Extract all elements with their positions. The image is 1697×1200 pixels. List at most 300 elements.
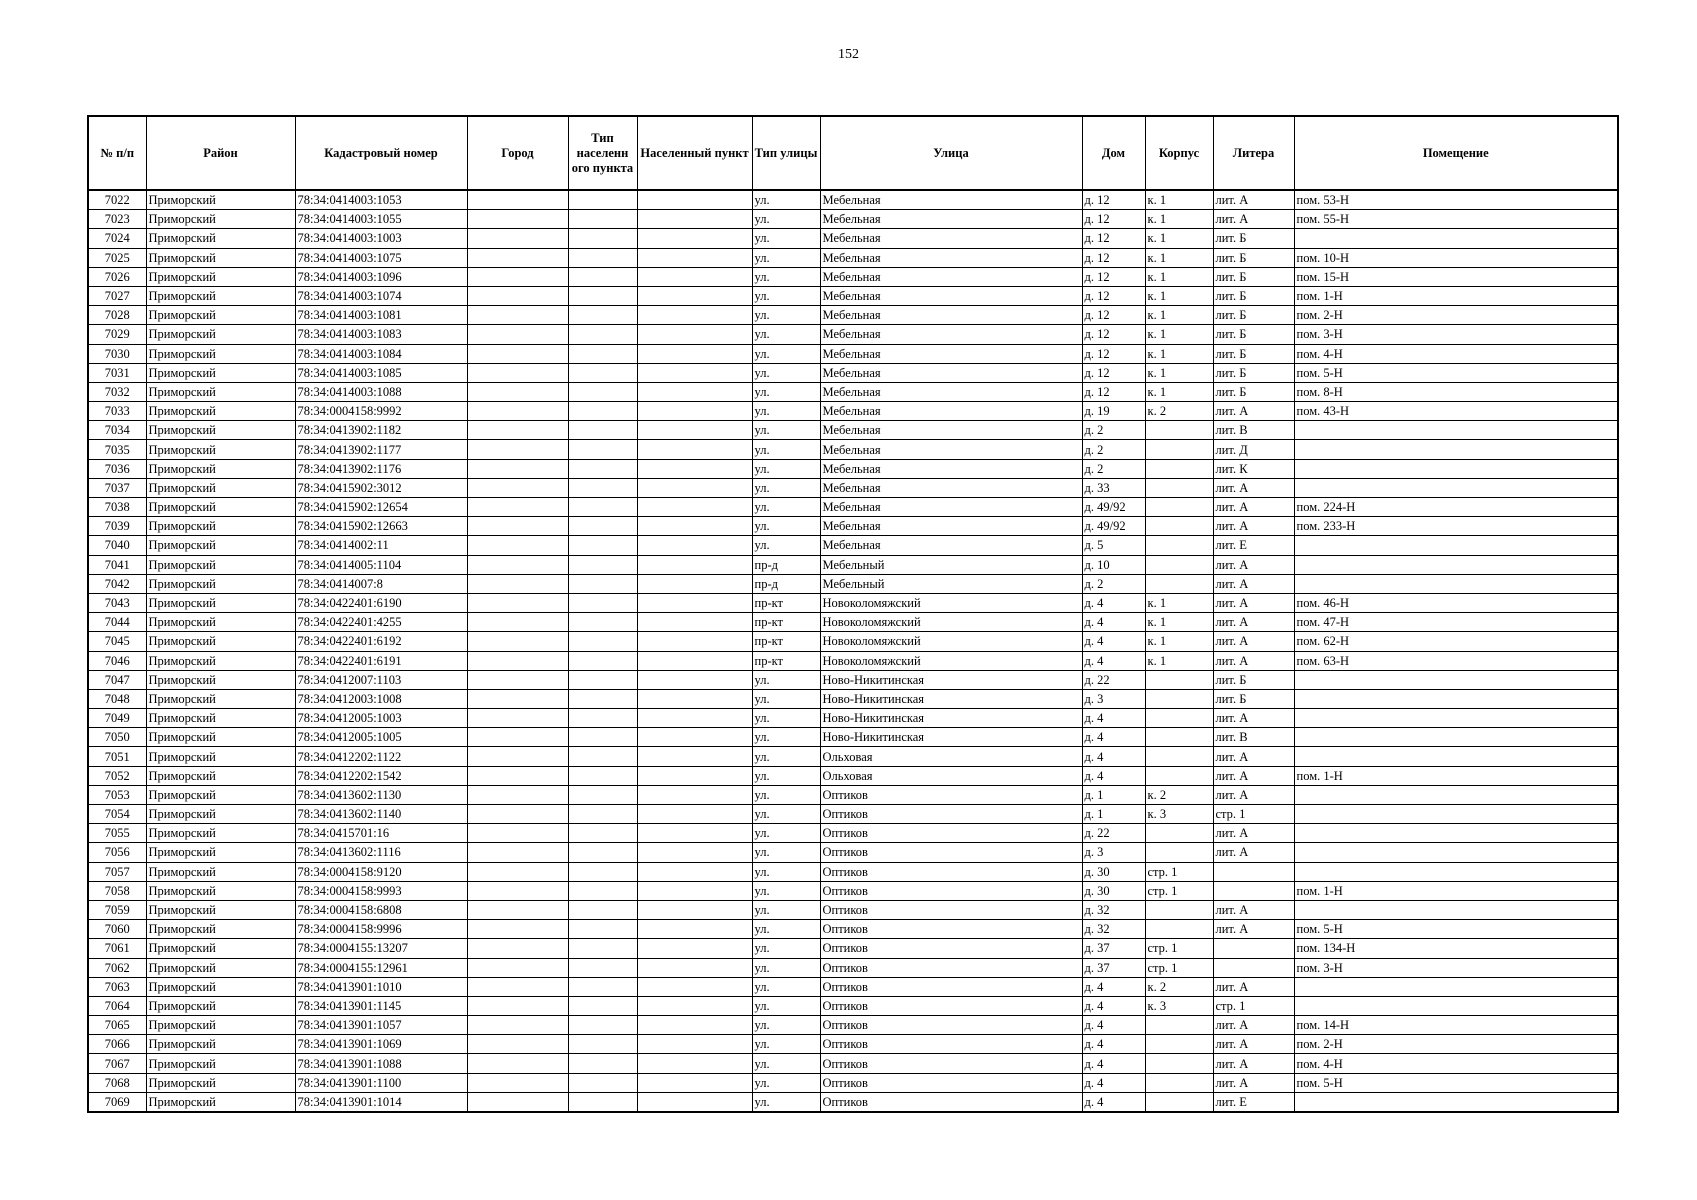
cell-settlement-type [568,632,637,651]
cell-letter: лит. Б [1213,670,1294,689]
cell-premises [1294,574,1618,593]
cell-building: к. 1 [1145,248,1213,267]
cell-house: д. 33 [1082,478,1145,497]
cell-building [1145,555,1213,574]
column-header-cadastral-number: Кадастровый номер [295,116,467,190]
cell-district: Приморский [146,920,295,939]
cell-district: Приморский [146,824,295,843]
cell-building: к. 3 [1145,996,1213,1015]
cell-settlement-type [568,805,637,824]
cell-street: Мебельный [820,574,1082,593]
cell-building [1145,824,1213,843]
cell-settlement [637,651,752,670]
cell-city [467,593,568,612]
table-body [88,190,1618,1112]
cell-street: Мебельная [820,363,1082,382]
cell-street: Мебельная [820,402,1082,421]
cell-district: Приморский [146,958,295,977]
cell-premises [1294,900,1618,919]
cell-letter: лит. К [1213,459,1294,478]
cell-house: д. 19 [1082,402,1145,421]
cell-premises: пом. 134-Н [1294,939,1618,958]
cell-settlement [637,478,752,497]
cell-letter: лит. В [1213,421,1294,440]
cell-premises: пом. 14-Н [1294,1016,1618,1035]
cell-street-type: пр-кт [752,613,820,632]
cell-district: Приморский [146,325,295,344]
cell-building [1145,498,1213,517]
cell-building [1145,670,1213,689]
cell-building [1145,1073,1213,1092]
cell-district: Приморский [146,363,295,382]
cell-street-type: ул. [752,459,820,478]
table-row [88,498,1618,517]
cell-street: Мебельная [820,190,1082,210]
cell-settlement [637,824,752,843]
cell-house: д. 2 [1082,421,1145,440]
cell-street-type: пр-кт [752,651,820,670]
cell-letter: лит. Б [1213,325,1294,344]
cell-city [467,267,568,286]
cell-building: к. 1 [1145,306,1213,325]
cell-district: Приморский [146,977,295,996]
cell-street: Мебельная [820,267,1082,286]
cell-city [467,613,568,632]
cell-settlement [637,766,752,785]
cell-premises [1294,1092,1618,1112]
cell-index: 7035 [88,440,146,459]
cell-building [1145,920,1213,939]
cell-building: к. 1 [1145,613,1213,632]
cell-settlement-type [568,267,637,286]
cell-settlement-type [568,402,637,421]
cell-cadastral-number: 78:34:0413602:1116 [295,843,467,862]
cell-street: Мебельная [820,229,1082,248]
table-row [88,344,1618,363]
cell-house: д. 10 [1082,555,1145,574]
cell-district: Приморский [146,1035,295,1054]
cell-street-type: пр-кт [752,593,820,612]
cell-letter: лит. Б [1213,229,1294,248]
column-header-district: Район [146,116,295,190]
cell-settlement [637,555,752,574]
cell-city [467,190,568,210]
cell-letter [1213,881,1294,900]
cell-settlement-type [568,1092,637,1112]
cell-district: Приморский [146,1073,295,1092]
cell-settlement-type [568,440,637,459]
cell-settlement-type [568,785,637,804]
cell-city [467,248,568,267]
cell-premises: пом. 10-Н [1294,248,1618,267]
cell-district: Приморский [146,190,295,210]
table-row [88,210,1618,229]
cell-settlement-type [568,747,637,766]
cell-street-type: ул. [752,498,820,517]
cell-settlement [637,190,752,210]
cell-settlement-type [568,843,637,862]
table-row [88,632,1618,651]
cell-house: д. 4 [1082,1016,1145,1035]
cell-cadastral-number: 78:34:0413602:1130 [295,785,467,804]
cell-index: 7049 [88,709,146,728]
cell-letter: стр. 1 [1213,805,1294,824]
cell-premises: пом. 1-Н [1294,881,1618,900]
cell-premises: пом. 8-Н [1294,382,1618,401]
cell-city [467,286,568,305]
cell-premises [1294,805,1618,824]
cell-letter: лит. Е [1213,1092,1294,1112]
cell-cadastral-number: 78:34:0414007:8 [295,574,467,593]
cell-letter: лит. А [1213,709,1294,728]
cell-district: Приморский [146,843,295,862]
cell-district: Приморский [146,805,295,824]
cell-premises [1294,440,1618,459]
cell-cadastral-number: 78:34:0004158:9992 [295,402,467,421]
cell-street-type: пр-д [752,574,820,593]
cell-premises: пом. 5-Н [1294,363,1618,382]
cell-index: 7066 [88,1035,146,1054]
cell-house: д. 32 [1082,900,1145,919]
cell-settlement-type [568,498,637,517]
cell-letter: лит. А [1213,210,1294,229]
cell-street: Мебельная [820,517,1082,536]
cell-house: д. 4 [1082,996,1145,1015]
cell-settlement-type [568,958,637,977]
cell-district: Приморский [146,229,295,248]
table-row [88,593,1618,612]
cell-letter: лит. А [1213,574,1294,593]
cell-building [1145,1016,1213,1035]
cell-street-type: ул. [752,977,820,996]
cell-street-type: ул. [752,843,820,862]
cell-cadastral-number: 78:34:0004158:9120 [295,862,467,881]
column-header-premises: Помещение [1294,116,1618,190]
cell-city [467,536,568,555]
cell-district: Приморский [146,344,295,363]
table-row [88,1073,1618,1092]
cell-street-type: ул. [752,900,820,919]
table-row [88,977,1618,996]
cell-letter: лит. А [1213,402,1294,421]
cell-premises: пом. 233-Н [1294,517,1618,536]
cell-cadastral-number: 78:34:0415902:12654 [295,498,467,517]
cell-city [467,382,568,401]
cell-house: д. 49/92 [1082,498,1145,517]
cell-building [1145,517,1213,536]
cell-house: д. 12 [1082,248,1145,267]
table-row [88,920,1618,939]
cell-letter: лит. А [1213,747,1294,766]
cell-street-type: пр-д [752,555,820,574]
cell-street: Мебельная [820,210,1082,229]
cell-street: Оптиков [820,881,1082,900]
cell-cadastral-number: 78:34:0414003:1083 [295,325,467,344]
cell-building: к. 1 [1145,229,1213,248]
cell-street: Оптиков [820,862,1082,881]
cell-street-type: ул. [752,306,820,325]
cell-street: Мебельная [820,325,1082,344]
table-row [88,229,1618,248]
cell-street: Оптиков [820,1016,1082,1035]
cell-letter: лит. В [1213,728,1294,747]
cell-district: Приморский [146,210,295,229]
cell-settlement-type [568,593,637,612]
cell-settlement-type [568,517,637,536]
header-row [88,116,1618,190]
cell-district: Приморский [146,689,295,708]
cell-letter: лит. Е [1213,536,1294,555]
cell-cadastral-number: 78:34:0004155:13207 [295,939,467,958]
cell-street-type: ул. [752,766,820,785]
cell-house: д. 12 [1082,210,1145,229]
table-row [88,651,1618,670]
cell-house: д. 1 [1082,805,1145,824]
cell-premises [1294,709,1618,728]
cell-index: 7041 [88,555,146,574]
cell-building [1145,1035,1213,1054]
cell-settlement [637,881,752,900]
cell-settlement-type [568,459,637,478]
cell-premises: пом. 5-Н [1294,1073,1618,1092]
cell-city [467,363,568,382]
cell-house: д. 3 [1082,843,1145,862]
cell-district: Приморский [146,651,295,670]
cell-cadastral-number: 78:34:0415701:16 [295,824,467,843]
cell-cadastral-number: 78:34:0414003:1096 [295,267,467,286]
cell-premises [1294,785,1618,804]
cell-premises: пом. 1-Н [1294,766,1618,785]
cell-building [1145,1092,1213,1112]
cell-street: Оптиков [820,1073,1082,1092]
cell-settlement-type [568,229,637,248]
cell-building: к. 1 [1145,286,1213,305]
cell-street-type: ул. [752,286,820,305]
cell-settlement-type [568,1016,637,1035]
cell-street-type: ул. [752,728,820,747]
cell-cadastral-number: 78:34:0414003:1084 [295,344,467,363]
cell-district: Приморский [146,593,295,612]
cell-index: 7050 [88,728,146,747]
table-row [88,766,1618,785]
cell-cadastral-number: 78:34:0413901:1057 [295,1016,467,1035]
table-row [88,1016,1618,1035]
cell-settlement-type [568,325,637,344]
cell-house: д. 32 [1082,920,1145,939]
cell-street: Оптиков [820,843,1082,862]
cell-index: 7027 [88,286,146,305]
cell-cadastral-number: 78:34:0414002:11 [295,536,467,555]
cell-street-type: ул. [752,402,820,421]
cell-index: 7046 [88,651,146,670]
cell-city [467,402,568,421]
cell-settlement [637,939,752,958]
cell-cadastral-number: 78:34:0413901:1010 [295,977,467,996]
cell-street: Оптиков [820,1092,1082,1112]
cell-house: д. 4 [1082,977,1145,996]
cell-settlement [637,670,752,689]
cell-building: к. 1 [1145,382,1213,401]
cell-building [1145,536,1213,555]
cell-cadastral-number: 78:34:0412005:1003 [295,709,467,728]
cell-house: д. 30 [1082,881,1145,900]
cell-index: 7060 [88,920,146,939]
cell-district: Приморский [146,306,295,325]
cell-settlement [637,613,752,632]
cell-index: 7057 [88,862,146,881]
cell-house: д. 12 [1082,325,1145,344]
cell-settlement-type [568,670,637,689]
cell-street: Оптиков [820,920,1082,939]
cell-premises: пом. 53-Н [1294,190,1618,210]
cell-district: Приморский [146,498,295,517]
table-row [88,862,1618,881]
table-row [88,843,1618,862]
cell-settlement [637,517,752,536]
cell-cadastral-number: 78:34:0415902:3012 [295,478,467,497]
cell-district: Приморский [146,728,295,747]
cell-settlement [637,1073,752,1092]
cell-settlement [637,229,752,248]
cell-settlement [637,382,752,401]
cell-district: Приморский [146,402,295,421]
cell-cadastral-number: 78:34:0412003:1008 [295,689,467,708]
cell-settlement [637,459,752,478]
cell-premises [1294,536,1618,555]
cell-index: 7032 [88,382,146,401]
cell-settlement [637,593,752,612]
cell-premises: пом. 4-Н [1294,1054,1618,1073]
cell-street-type: ул. [752,210,820,229]
cell-street-type: ул. [752,1016,820,1035]
cell-index: 7045 [88,632,146,651]
cell-settlement [637,728,752,747]
cell-street: Оптиков [820,958,1082,977]
cell-index: 7059 [88,900,146,919]
cell-letter: лит. А [1213,920,1294,939]
cell-index: 7036 [88,459,146,478]
cell-district: Приморский [146,1054,295,1073]
cell-district: Приморский [146,900,295,919]
cell-house: д. 4 [1082,1092,1145,1112]
cell-settlement [637,958,752,977]
cell-index: 7056 [88,843,146,862]
cell-settlement-type [568,190,637,210]
cell-district: Приморский [146,267,295,286]
cell-city [467,977,568,996]
cell-premises: пом. 43-Н [1294,402,1618,421]
cell-street: Мебельная [820,440,1082,459]
table-row [88,613,1618,632]
cell-cadastral-number: 78:34:0004155:12961 [295,958,467,977]
cell-index: 7052 [88,766,146,785]
cell-city [467,920,568,939]
table-row [88,689,1618,708]
cell-building [1145,747,1213,766]
cell-street-type: ул. [752,421,820,440]
table-row [88,517,1618,536]
cell-street: Мебельная [820,344,1082,363]
cell-house: д. 2 [1082,459,1145,478]
cell-house: д. 4 [1082,632,1145,651]
cell-street: Ново-Никитинская [820,728,1082,747]
cell-premises [1294,478,1618,497]
cell-house: д. 12 [1082,286,1145,305]
cell-street: Мебельная [820,459,1082,478]
cell-cadastral-number: 78:34:0414003:1088 [295,382,467,401]
cell-index: 7034 [88,421,146,440]
cell-street-type: ул. [752,363,820,382]
cell-building: к. 2 [1145,977,1213,996]
cell-settlement [637,421,752,440]
cell-cadastral-number: 78:34:0413902:1176 [295,459,467,478]
cell-index: 7023 [88,210,146,229]
cell-street-type: ул. [752,709,820,728]
table-row [88,555,1618,574]
cell-index: 7062 [88,958,146,977]
cell-city [467,805,568,824]
cell-district: Приморский [146,574,295,593]
cell-city [467,651,568,670]
cell-settlement-type [568,709,637,728]
cell-building [1145,728,1213,747]
cell-street: Новоколомяжский [820,651,1082,670]
cell-street-type: ул. [752,670,820,689]
cell-index: 7028 [88,306,146,325]
cell-settlement-type [568,306,637,325]
cell-index: 7025 [88,248,146,267]
cell-settlement-type [568,286,637,305]
cell-letter [1213,862,1294,881]
cell-settlement [637,862,752,881]
cell-letter: лит. А [1213,1035,1294,1054]
cell-index: 7055 [88,824,146,843]
cell-district: Приморский [146,440,295,459]
cell-district: Приморский [146,939,295,958]
cell-settlement-type [568,613,637,632]
cell-letter: лит. Б [1213,248,1294,267]
cell-house: д. 4 [1082,728,1145,747]
cell-settlement [637,267,752,286]
cell-street: Мебельная [820,536,1082,555]
cell-street-type: ул. [752,805,820,824]
cell-city [467,689,568,708]
cell-index: 7061 [88,939,146,958]
register-table [87,115,1619,1113]
cell-street: Мебельный [820,555,1082,574]
cell-district: Приморский [146,881,295,900]
cell-settlement [637,363,752,382]
cell-building [1145,843,1213,862]
table-row [88,267,1618,286]
table-row [88,248,1618,267]
cell-cadastral-number: 78:34:0414003:1003 [295,229,467,248]
cell-street: Ольховая [820,766,1082,785]
cell-cadastral-number: 78:34:0414003:1074 [295,286,467,305]
cell-building [1145,459,1213,478]
cell-house: д. 12 [1082,190,1145,210]
cell-index: 7065 [88,1016,146,1035]
table-row [88,805,1618,824]
cell-street-type: ул. [752,190,820,210]
cell-letter: лит. А [1213,651,1294,670]
cell-street: Оптиков [820,1054,1082,1073]
cell-street-type: пр-кт [752,632,820,651]
cell-house: д. 12 [1082,344,1145,363]
cell-cadastral-number: 78:34:0413901:1014 [295,1092,467,1112]
cell-city [467,785,568,804]
table-row [88,709,1618,728]
